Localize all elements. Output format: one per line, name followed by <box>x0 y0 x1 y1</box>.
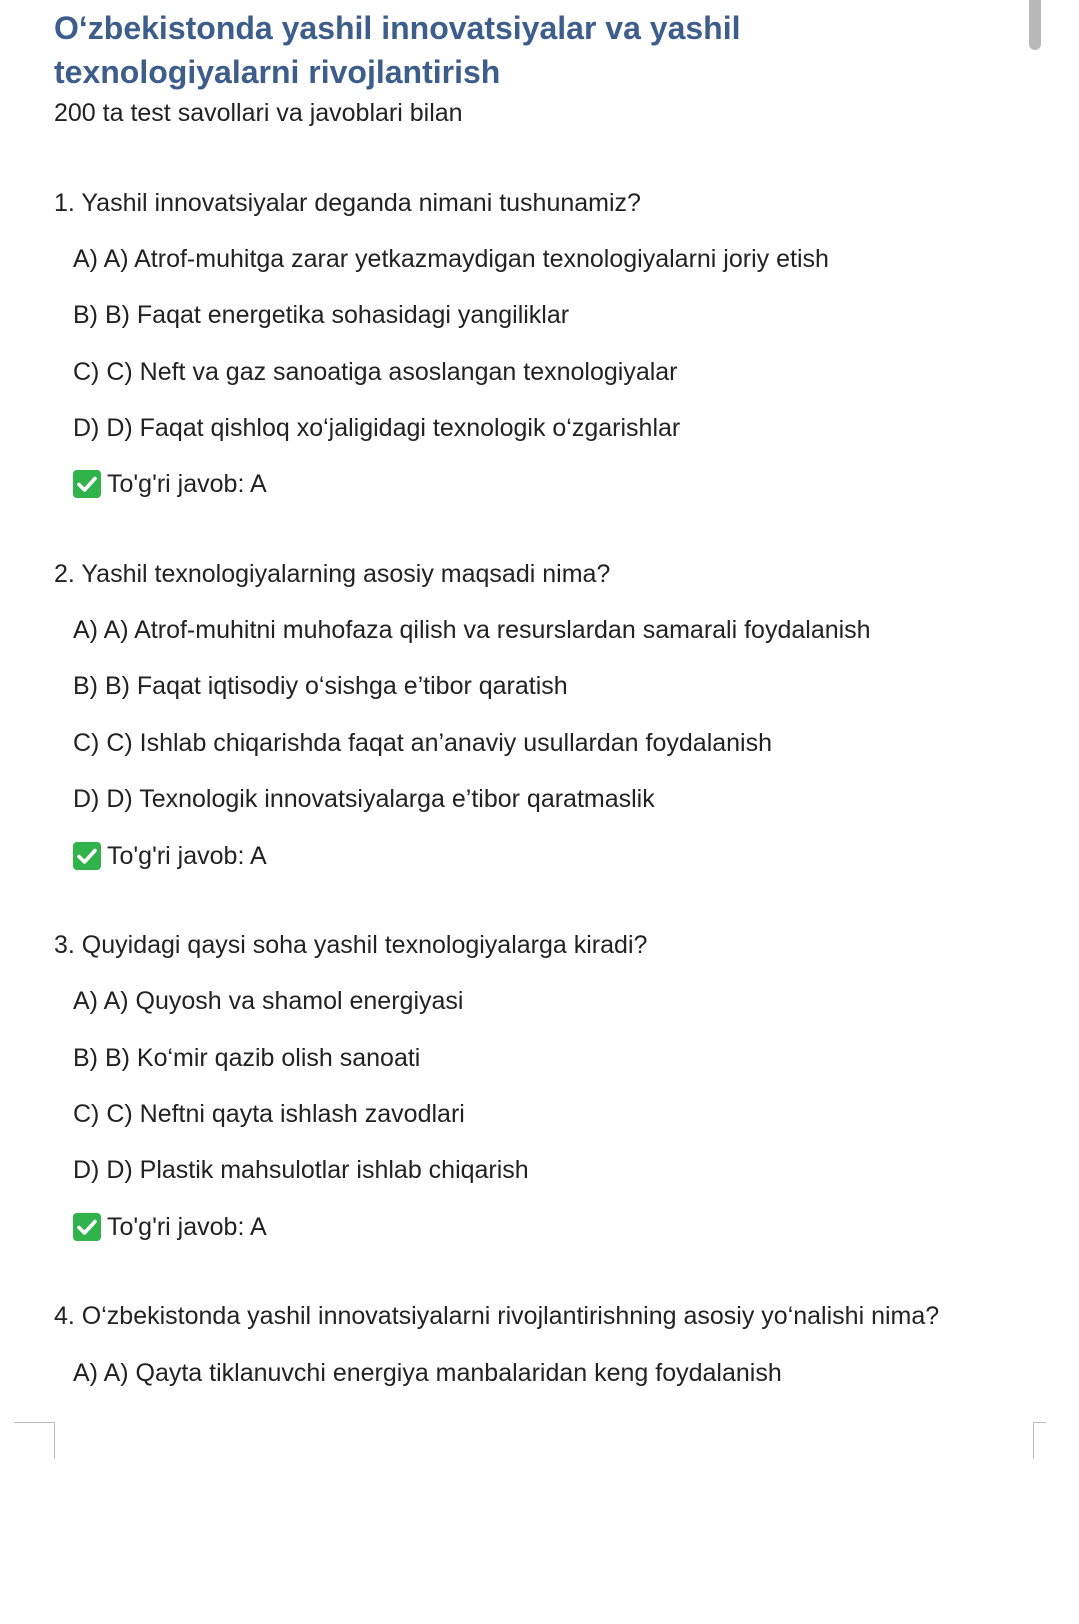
check-mark-button-icon <box>73 470 101 498</box>
question-2-option-d: D) D) Texnologik innovatsiyalarga e’tibor qaratmaslik <box>73 785 655 813</box>
question-4-option-a: A) A) Qayta tiklanuvchi energiya manbalaridan keng foydalanish <box>73 1359 782 1387</box>
answer-text: To'g'ri javob: A <box>107 842 267 870</box>
question-1-option-c: C) C) Neft va gaz sanoatiga asoslangan texnologiyalar <box>73 358 678 386</box>
question-2-answer <box>73 840 267 872</box>
question-2-option-a: A) A) Atrof-muhitni muhofaza qilish va resurslardan samarali foydalanish <box>73 616 871 644</box>
question-1-option-a: A) A) Atrof-muhitga zarar yetkazmaydigan texnologiyalarni joriy etish <box>73 245 829 273</box>
question-3-option-d: D) D) Plastik mahsulotlar ishlab chiqarish <box>73 1156 529 1184</box>
question-3-option-a: A) A) Quyosh va shamol energiyasi <box>73 987 464 1015</box>
vertical-scrollbar[interactable] <box>1029 0 1041 50</box>
question-1-option-d: D) D) Faqat qishloq xo‘jaligidagi texnologik o‘zgarishlar <box>73 414 681 442</box>
question-3-answer <box>73 1211 267 1243</box>
page-corner-mark-right <box>1033 1422 1046 1459</box>
check-mark-button-icon <box>73 842 101 870</box>
document-title: O‘zbekistonda yashil innovatsiyalar va yashil texnologiyalarni rivojlantirish <box>54 10 741 90</box>
question-3-option-b: B) B) Ko‘mir qazib olish sanoati <box>73 1044 421 1072</box>
question-2-option-c: C) C) Ishlab chiqarishda faqat an’anaviy usullardan foydalanish <box>73 729 773 757</box>
question-2: 2. Yashil texnologiyalarning asosiy maqsadi nima? <box>54 560 611 588</box>
question-3-option-c: C) C) Neftni qayta ishlash zavodlari <box>73 1100 465 1128</box>
answer-text: To'g'ri javob: A <box>107 1213 267 1241</box>
check-mark-button-icon <box>73 1213 101 1241</box>
document-subtitle: 200 ta test savollari va javoblari bilan <box>54 99 463 127</box>
question-1: 1. Yashil innovatsiyalar deganda nimani tushunamiz? <box>54 189 641 217</box>
question-1-option-b: B) B) Faqat energetika sohasidagi yangiliklar <box>73 301 570 329</box>
question-3: 3. Quyidagi qaysi soha yashil texnologiyalarga kiradi? <box>54 931 648 959</box>
page-corner-mark-left <box>14 1422 55 1459</box>
question-4: 4. O‘zbekistonda yashil innovatsiyalarni rivojlantirishning asosiy yo‘nalishi nima? <box>54 1302 940 1330</box>
question-2-option-b: B) B) Faqat iqtisodiy o‘sishga e’tibor qaratish <box>73 672 568 700</box>
question-1-answer <box>73 468 267 500</box>
answer-text: To'g'ri javob: A <box>107 470 267 498</box>
